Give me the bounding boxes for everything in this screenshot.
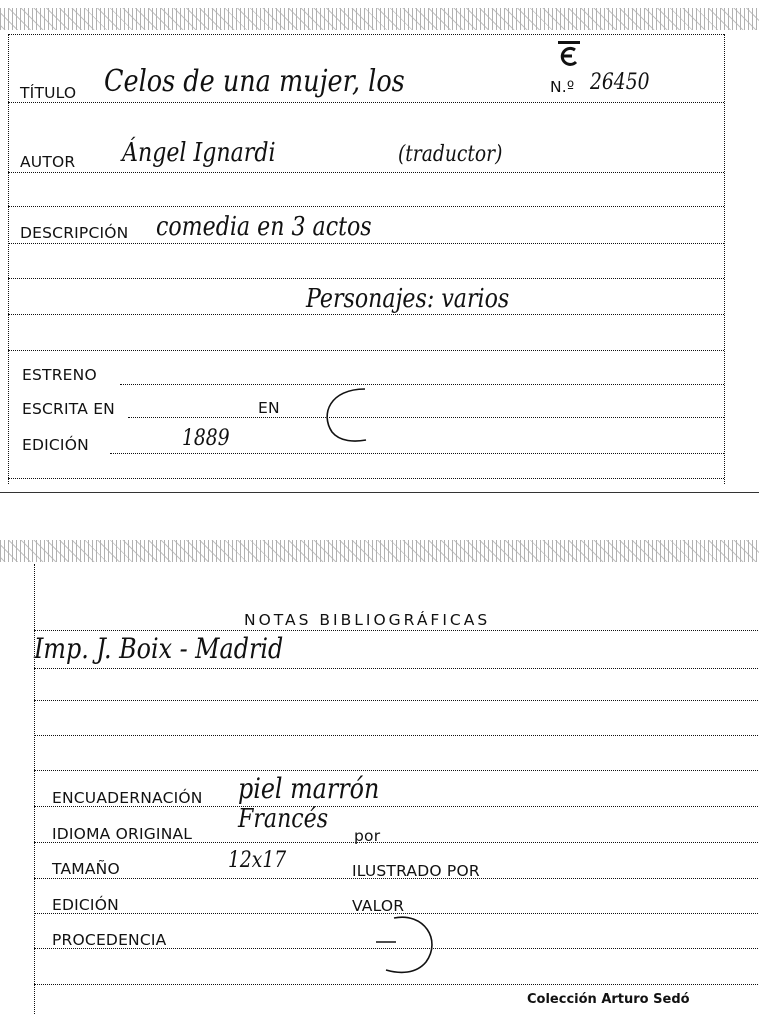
numero-label: N.º [550,78,575,96]
estreno-label: ESTRENO [22,366,97,384]
edicion-value: 1889 [182,426,230,451]
titulo-label: TÍTULO [20,84,77,102]
numero-value: 26450 [590,70,650,95]
idioma-label: IDIOMA ORIGINAL [52,825,193,843]
titulo-value: Celos de una mujer, los [104,64,405,99]
publisher-logo-icon [556,40,582,70]
collection-credit: Colección Arturo Sedó [527,992,690,1007]
rule-6 [8,350,724,351]
descripcion-value: comedia en 3 actos [156,212,372,242]
rule-descripcion [8,243,724,244]
scan-noise-middle [0,540,759,562]
notes-rule-2 [34,668,758,669]
rule-4 [8,278,724,279]
notes-rule-3 [34,700,758,701]
procedencia-label: PROCEDENCIA [52,931,167,949]
notes-rule-5 [34,770,758,771]
card-right-edge [724,34,725,484]
encuadernacion-value: piel marrón [238,772,380,805]
notes-rule-1 [34,630,758,631]
scan-noise-top [0,8,759,30]
ink-mark-icon [320,384,380,446]
tamano-value: 12x17 [228,848,287,873]
rule-escrita [128,417,724,418]
encuadernacion-label: ENCUADERNACIÓN [52,789,203,807]
en-label: EN [258,399,280,417]
valor-label: VALOR [352,897,405,915]
por-label: por [354,827,381,845]
rule-personajes [8,314,724,315]
ilustrado-label: ILUSTRADO POR [352,862,480,880]
rule-autor [8,172,724,173]
personajes-value: Personajes: varios [306,284,510,314]
note-line-value: Imp. J. Boix - Madrid [34,632,284,665]
notes-rule-4 [34,735,758,736]
autor-note: (traductor) [398,142,503,167]
card-bottom-rule [8,478,724,479]
card-separator [0,492,759,493]
notes-rule-last [34,984,758,985]
autor-value: Ángel Ignardi [122,138,276,168]
rule-edicion [110,453,724,454]
edicion2-label: EDICIÓN [52,896,119,914]
autor-label: AUTOR [20,153,76,171]
ink-mark-2-icon [372,912,442,978]
tamano-label: TAMAÑO [52,860,120,878]
edicion-label: EDICIÓN [22,436,89,454]
descripcion-label: DESCRIPCIÓN [20,224,129,242]
notas-title: NOTAS BIBLIOGRÁFICAS [244,611,491,629]
card-top-rule [8,34,724,35]
escrita-label: ESCRITA EN [22,400,115,418]
rule-titulo [8,102,724,103]
rule-estreno [120,384,724,385]
idioma-value: Francés [238,804,329,834]
rule-2 [8,206,724,207]
